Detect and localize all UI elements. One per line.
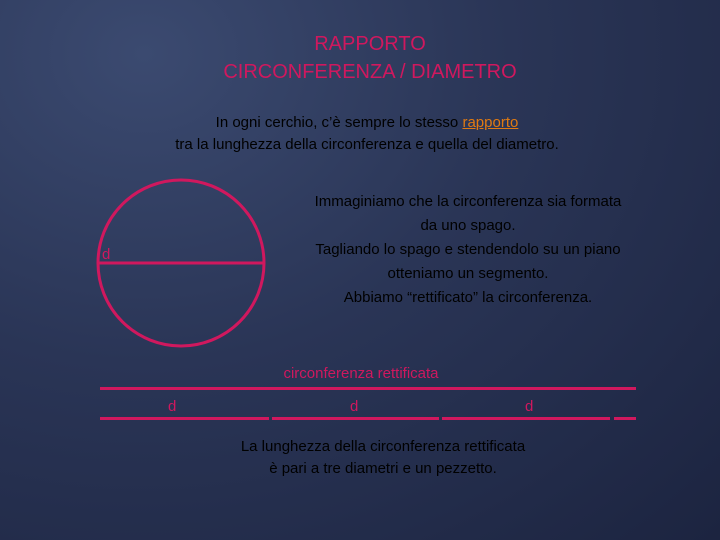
description-line-2: da uno spago. bbox=[420, 217, 516, 234]
title-line-1: RAPPORTO bbox=[314, 33, 426, 55]
slide-title bbox=[0, 30, 720, 86]
description-line-5: Abbiamo “rettificato” la circonferenza. bbox=[343, 289, 593, 306]
title-line-2: CIRCONFERENZA / DIAMETRO bbox=[223, 61, 517, 83]
intro-text bbox=[0, 112, 720, 156]
diameter-segment-2 bbox=[272, 417, 439, 420]
description-text bbox=[268, 190, 668, 310]
description-line-1: Immaginiamo che la circonferenza sia formata bbox=[314, 193, 622, 210]
diameter-label: d bbox=[102, 246, 111, 263]
segment-label-2: d bbox=[350, 398, 359, 415]
intro-line-1-prefix: In ogni cerchio, c’è sempre lo stesso bbox=[215, 114, 463, 131]
rectified-circumference-line bbox=[100, 387, 636, 390]
segment-label-1: d bbox=[168, 398, 177, 415]
description-line-4: otteniamo un segmento. bbox=[387, 265, 549, 282]
conclusion-text bbox=[0, 436, 720, 480]
diameter-segment-3 bbox=[442, 417, 610, 420]
rapporto-link[interactable]: rapporto bbox=[462, 114, 519, 131]
rectified-circumference-label: circonferenza rettificata bbox=[283, 365, 439, 382]
description-line-3: Tagliando lo spago e stendendolo su un piano bbox=[315, 241, 621, 258]
conclusion-line-1: La lunghezza della circonferenza rettificata bbox=[240, 438, 526, 455]
circle-svg bbox=[96, 178, 266, 348]
intro-line-1 bbox=[0, 112, 720, 134]
intro-line-2: tra la lunghezza della circonferenza e quella del diametro. bbox=[175, 136, 559, 153]
segment-label-3: d bbox=[525, 398, 534, 415]
remainder-segment bbox=[614, 417, 636, 420]
diameter-segment-1 bbox=[100, 417, 269, 420]
conclusion-line-2: è pari a tre diametri e un pezzetto. bbox=[269, 460, 497, 477]
circle-diagram bbox=[96, 178, 266, 348]
